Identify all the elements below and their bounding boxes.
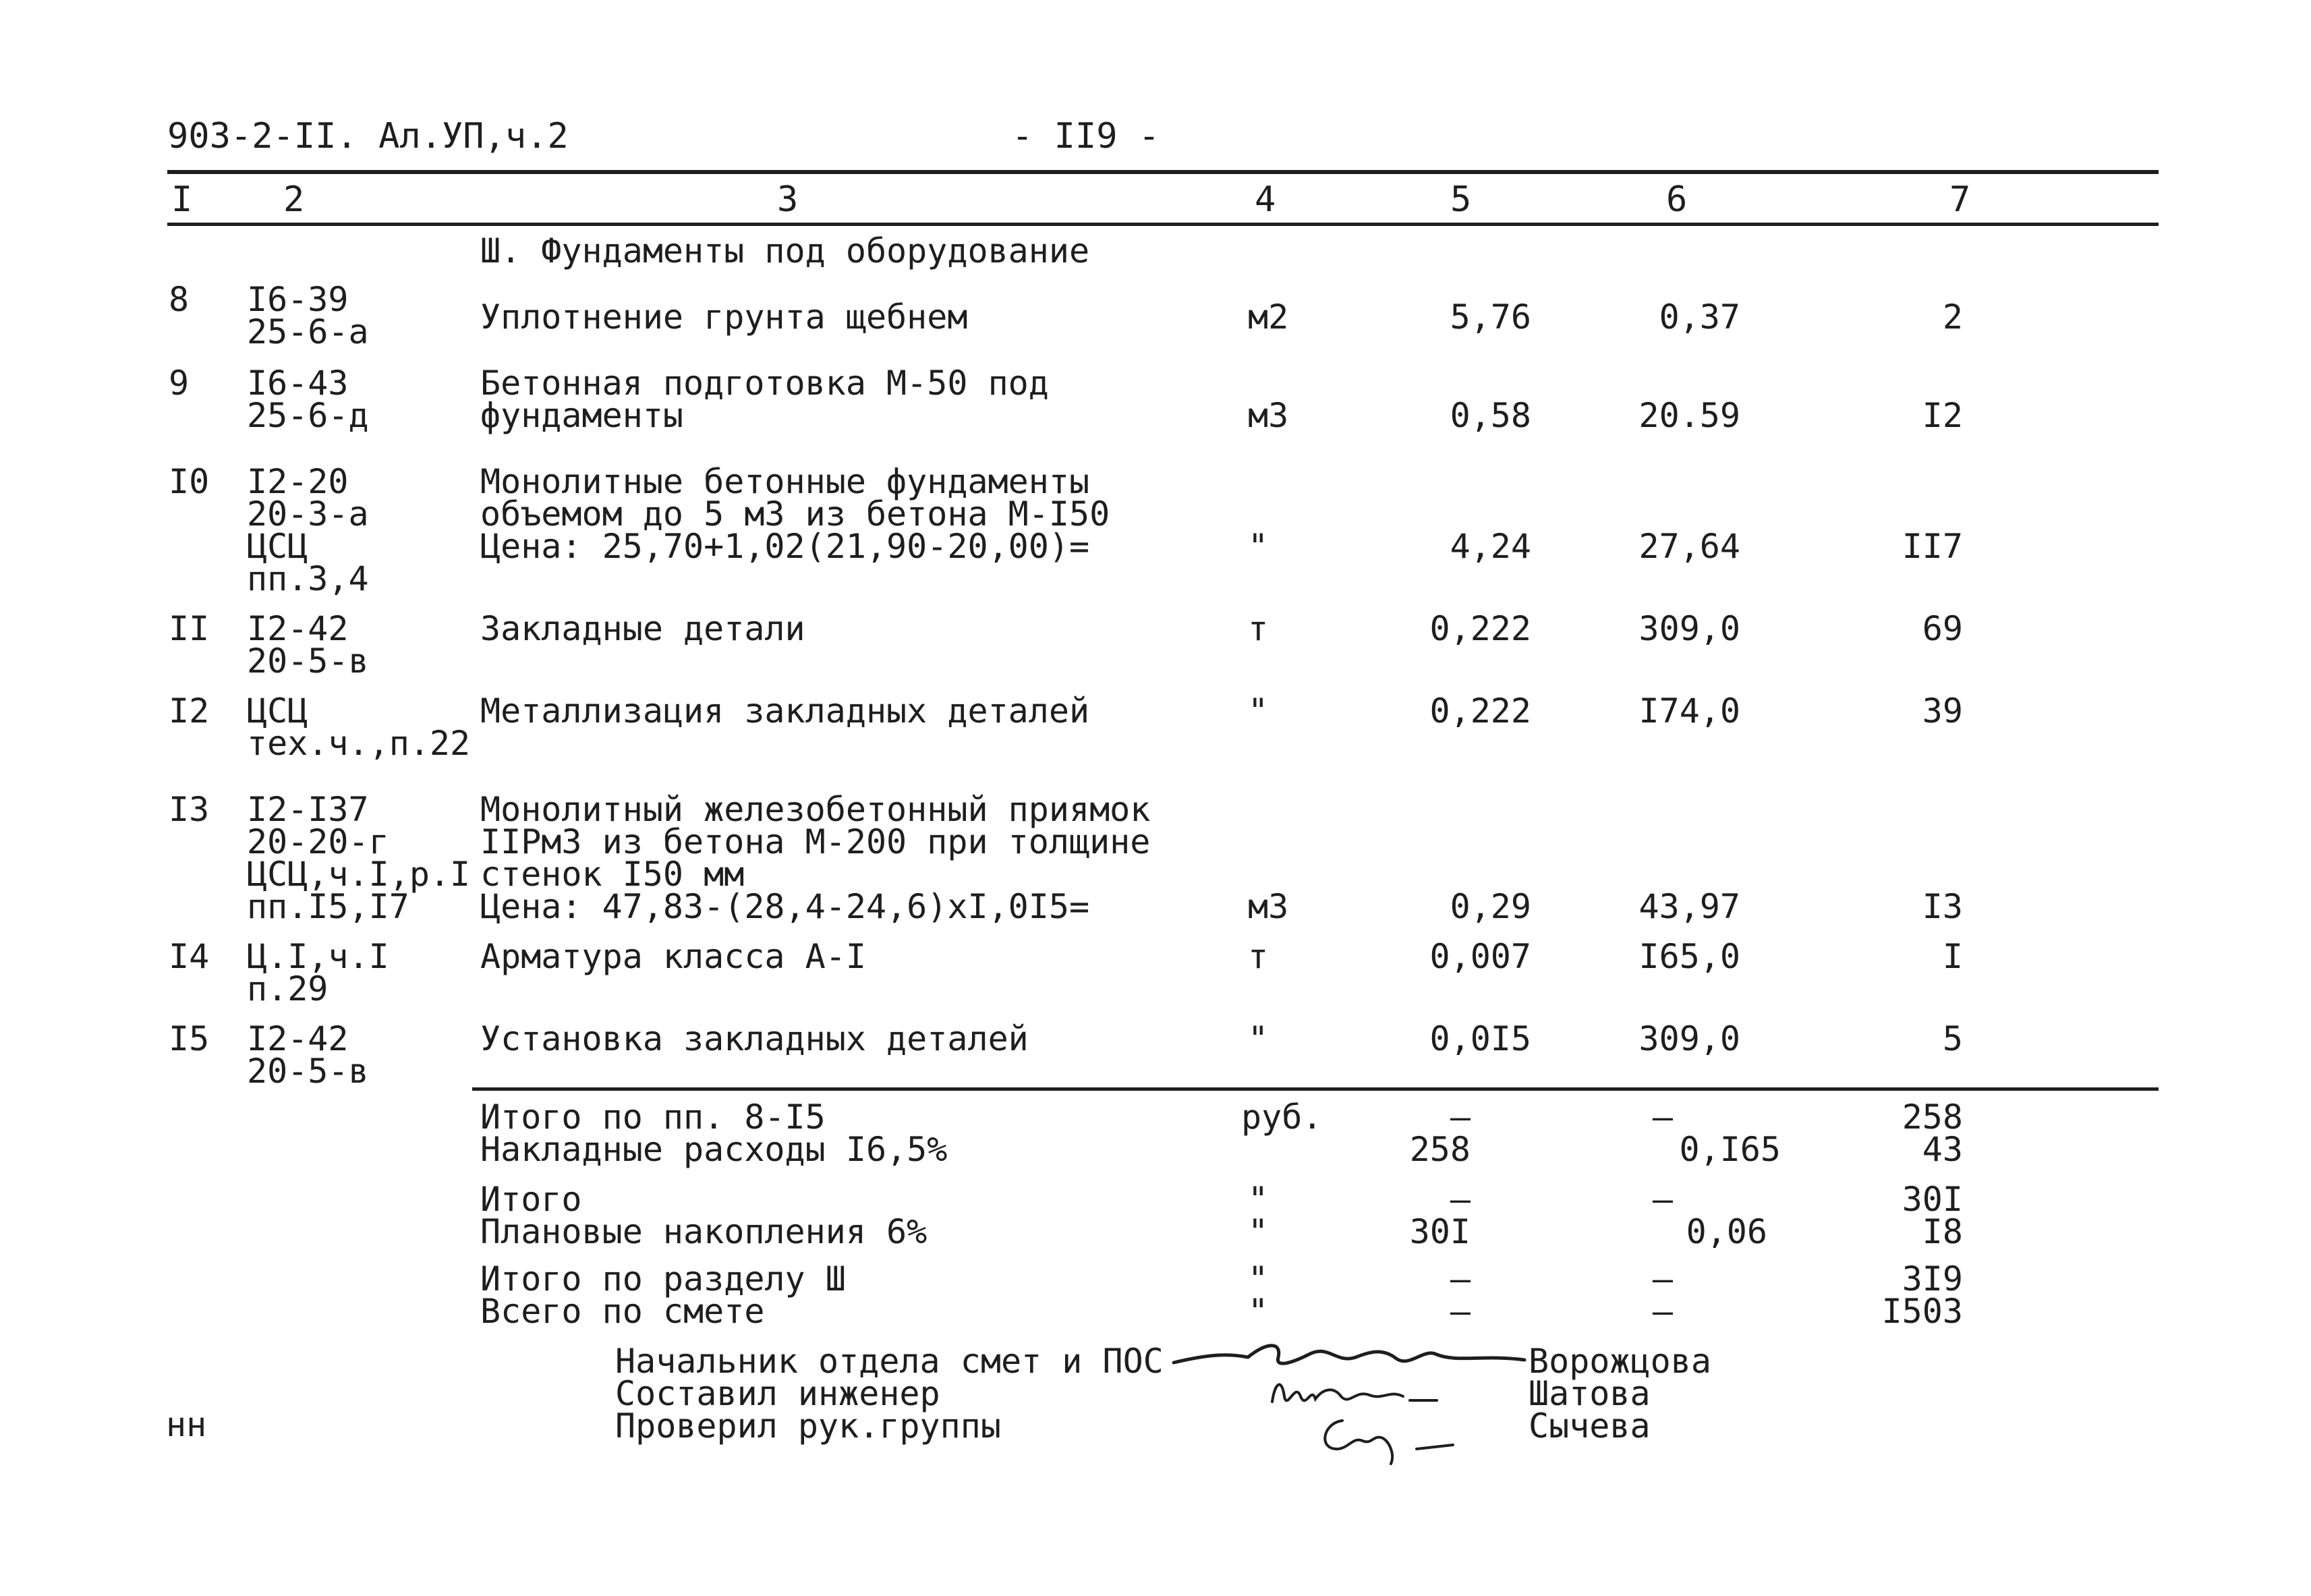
totals-base: 30I [1409,1212,1471,1251]
signature-role: Начальник отдела смет и ПОС [615,1342,1164,1381]
work-description: Установка закладных деталей [480,1019,1029,1058]
quantity: 0,0I5 [1429,1019,1531,1058]
quantity: 0,222 [1429,609,1531,648]
rate-code: п.29 [247,969,329,1008]
total-cost: I2 [1922,396,1963,435]
unit: " [1248,691,1269,731]
work-description: Закладные детали [480,609,805,648]
totals-label: Итого [480,1180,582,1219]
unit: м3 [1248,887,1289,926]
totals-amount: I8 [1922,1212,1963,1251]
column-header-6: 6 [1666,179,1688,220]
unit: " [1248,1019,1269,1058]
rate-code: ЦСЦ [247,691,308,731]
unit-price: I74,0 [1638,691,1740,731]
totals-base: – [1450,1180,1471,1219]
signature-role: Проверил рук.группы [615,1406,1001,1446]
totals-unit: руб. [1241,1098,1323,1137]
work-description: Металлизация закладных деталей [480,691,1090,731]
quantity: 5,76 [1450,297,1531,337]
column-header-7: 7 [1949,179,1971,220]
work-description: Уплотнение грунта щебнем [480,297,968,337]
totals-unit: " [1248,1292,1269,1331]
rate-code: 20-3-а [247,494,369,534]
rate-code: пп.I5,I7 [247,887,409,926]
total-cost: 39 [1922,691,1963,731]
totals-label: Итого по разделу Ш [480,1259,846,1299]
totals-base: – [1450,1259,1471,1299]
document-code: 903-2-II. Ал.УП,ч.2 [167,116,569,156]
column-header-2: 2 [283,179,305,220]
quantity: 0,007 [1429,937,1531,976]
totals-rule [472,1087,2159,1091]
work-description: фундаменты [480,396,684,435]
header-bottom-rule [167,223,2159,226]
quantity: 0,222 [1429,691,1531,731]
row-number: I3 [169,790,210,829]
rate-code: 20-5-в [247,1052,369,1091]
totals-rate: – [1652,1292,1673,1331]
signature-name: Ворожцова [1529,1342,1711,1381]
rate-code: тех.ч.,п.22 [247,724,471,763]
quantity: 0,29 [1450,887,1531,926]
unit-price: I65,0 [1638,937,1740,976]
totals-label: Всего по смете [480,1292,765,1331]
totals-amount: 258 [1902,1098,1963,1137]
header-top-rule [167,170,2159,174]
work-description: Монолитный железобетонный приямок [480,790,1151,829]
row-number: I4 [169,937,210,976]
totals-base: – [1450,1292,1471,1331]
totals-base: – [1450,1098,1471,1137]
total-cost: I3 [1922,887,1963,926]
totals-base: 258 [1409,1130,1471,1169]
row-number: 8 [169,280,190,319]
total-cost: 2 [1942,297,1963,337]
row-number: 9 [169,364,190,403]
work-description: Цена: 25,70+1,02(21,90-20,00)= [480,527,1090,566]
unit-price: 43,97 [1638,887,1740,926]
totals-rate: – [1652,1098,1673,1137]
rate-code: Ц.I,ч.I [247,937,389,976]
handwritten-signature-checker [1315,1407,1464,1468]
totals-unit: " [1248,1212,1269,1251]
unit: т [1248,937,1269,976]
rate-code: I6-39 [247,280,349,319]
work-description: Цена: 47,83-(28,4-24,6)хI,0I5= [480,887,1090,926]
unit-price: 20.59 [1638,396,1740,435]
totals-label: Итого по пп. 8-I5 [480,1098,826,1137]
rate-code: I2-42 [247,1019,349,1058]
work-description: Арматура класса А-I [480,937,866,976]
rate-code: I2-42 [247,609,349,648]
rate-code: 25-6-д [247,396,369,435]
total-cost: 5 [1942,1019,1963,1058]
rate-code: I2-20 [247,462,349,501]
column-header-5: 5 [1450,179,1472,220]
totals-amount: I503 [1881,1292,1963,1331]
unit: м2 [1248,297,1289,337]
quantity: 4,24 [1450,527,1531,566]
totals-amount: 30I [1902,1180,1963,1219]
unit: т [1248,609,1269,648]
signature-name: Сычева [1529,1406,1651,1446]
row-number: II [169,609,210,648]
quantity: 0,58 [1450,396,1531,435]
rate-code: ЦСЦ,ч.I,р.I [247,855,471,894]
unit-price: 27,64 [1638,527,1740,566]
work-description: Монолитные бетонные фундаменты [480,462,1090,501]
rate-code: I6-43 [247,364,349,403]
rate-code: I2-I37 [247,790,369,829]
rate-code: ЦСЦ [247,527,308,566]
signature-name: Шатова [1529,1374,1651,1413]
unit: " [1248,527,1269,566]
totals-rate: 0,06 [1686,1212,1767,1251]
unit-price: 309,0 [1638,609,1740,648]
totals-amount: 3I9 [1902,1259,1963,1299]
unit-price: 0,37 [1659,297,1740,337]
totals-rate: 0,I65 [1679,1130,1781,1169]
totals-unit: " [1248,1180,1269,1219]
column-header-1: I [171,179,193,220]
totals-label: Плановые накопления 6% [480,1212,928,1251]
totals-unit: " [1248,1259,1269,1299]
work-description: объемом до 5 м3 из бетона М-I50 [480,494,1110,534]
totals-amount: 43 [1922,1130,1963,1169]
column-header-4: 4 [1255,179,1276,220]
column-header-3: 3 [777,179,799,220]
corner-mark: нн [166,1405,207,1444]
rate-code: 20-5-в [247,642,369,681]
work-description: стенок I50 мм [480,855,745,894]
total-cost: 69 [1922,609,1963,648]
row-number: I0 [169,462,210,501]
total-cost: I [1942,937,1963,976]
totals-rate: – [1652,1180,1673,1219]
work-description: Бетонная подготовка М-50 под [480,364,1049,403]
rate-code: пп.3,4 [247,559,369,598]
row-number: I2 [169,691,210,731]
row-number: I5 [169,1019,210,1058]
work-description: IIРм3 из бетона М-200 при толщине [480,822,1151,861]
rate-code: 25-6-а [247,312,369,351]
signature-role: Составил инженер [615,1374,940,1413]
totals-label: Накладные расходы I6,5% [480,1130,948,1169]
rate-code: 20-20-г [247,822,389,861]
unit-price: 309,0 [1638,1019,1740,1058]
unit: м3 [1248,396,1289,435]
totals-rate: – [1652,1259,1673,1299]
section-title: Ш. Фундаменты под оборудование [480,231,1090,270]
total-cost: II7 [1902,527,1963,566]
page-number: - II9 - [1012,116,1160,156]
